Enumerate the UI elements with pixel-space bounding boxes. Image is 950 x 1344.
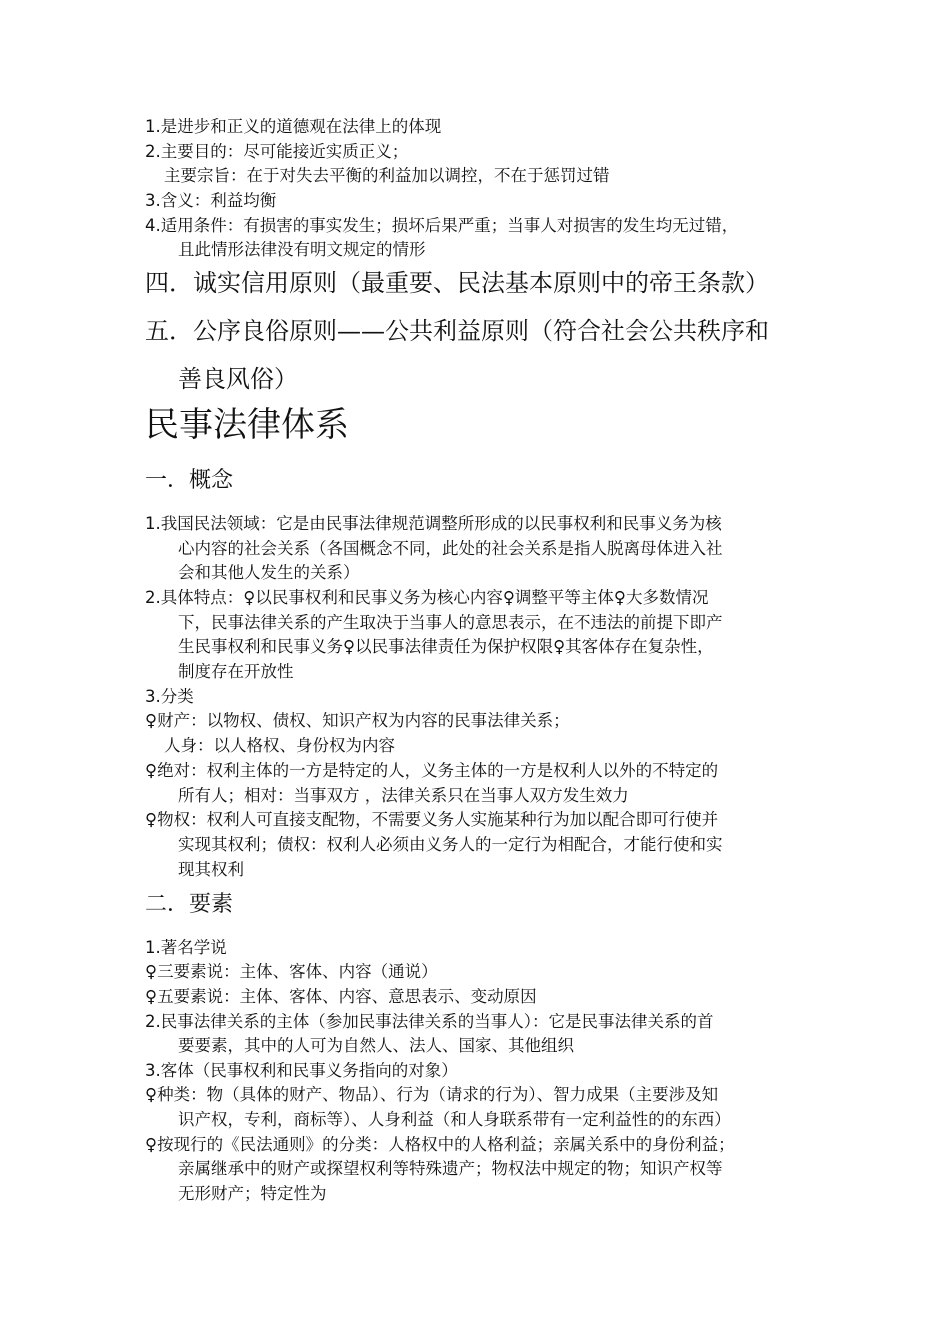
- text-line: 3.含义：利益均衡: [145, 191, 277, 210]
- text-line: ♀按现行的《民法通则》的分类：人格权中的人格利益；亲属关系中的身份利益；: [145, 1135, 735, 1154]
- text-line: 现其权利: [178, 860, 244, 879]
- text-line: 制度存在开放性: [178, 662, 294, 681]
- text-line: 3.客体（民事权利和民事义务指向的对象）: [145, 1061, 458, 1080]
- text-line: ♀财产：以物权、债权、知识产权为内容的民事法律关系；: [145, 711, 570, 730]
- text-line: 人身：以人格权、身份权为内容: [164, 736, 395, 755]
- text-line: 识产权，专利，商标等）、人身利益（和人身联系带有一定利益性的的东西）: [178, 1110, 731, 1129]
- text-line: 无形财产；特定性为: [178, 1184, 327, 1203]
- text-line: 3.分类: [145, 687, 194, 706]
- section-heading-continued: 善良风俗）: [178, 365, 298, 393]
- text-line: 2.民事法律关系的主体（参加民事法律关系的当事人）：它是民事法律关系的首: [145, 1012, 714, 1031]
- section-heading: 四．诚实信用原则（最重要、民法基本原则中的帝王条款）: [145, 269, 769, 297]
- text-line: 生民事权利和民事义务♀以民事法律责任为保护权限♀其客体存在复杂性，: [178, 637, 714, 656]
- subsection-heading: 一．概念: [145, 468, 234, 493]
- subsection-heading: 二．要素: [145, 892, 234, 917]
- text-line: 且此情形法律没有明文规定的情形: [178, 240, 426, 259]
- text-line: 下，民事法律关系的产生取决于当事人的意思表示，在不违法的前提下即产: [178, 613, 723, 632]
- text-line: 实现其权利；债权：权利人必须由义务人的一定行为相配合，才能行使和实: [178, 835, 723, 854]
- text-line: 心内容的社会关系（各国概念不同，此处的社会关系是指人脱离母体进入社: [178, 539, 723, 558]
- text-line: 要要素，其中的人可为自然人、法人、国家、其他组织: [178, 1036, 574, 1055]
- text-line: 会和其他人发生的关系）: [178, 563, 360, 582]
- section-heading: 五．公序良俗原则——公共利益原则（符合社会公共秩序和: [145, 317, 769, 345]
- text-line: 主要宗旨：在于对失去平衡的利益加以调控，不在于惩罚过错: [164, 166, 610, 185]
- text-line: 1.我国民法领域：它是由民事法律规范调整所形成的以民事权利和民事义务为核: [145, 514, 722, 533]
- text-line: 1.是进步和正义的道德观在法律上的体现: [145, 117, 442, 136]
- text-line: 所有人；相对：当事双方 ，法律关系只在当事人双方发生效力: [178, 786, 629, 805]
- text-line: 亲属继承中的财产或探望权利等特殊遗产；物权法中规定的物；知识产权等: [178, 1159, 723, 1178]
- text-line: ♀物权：权利人可直接支配物，不需要义务人实施某种行为加以配合即可行使并: [145, 810, 719, 829]
- text-line: 2.主要目的：尽可能接近实质正义；: [145, 142, 409, 161]
- page-title: 民事法律体系: [145, 405, 349, 445]
- text-line: ♀五要素说：主体、客体、内容、意思表示、变动原因: [145, 987, 537, 1006]
- text-line: ♀种类：物（具体的财产、物品）、行为（请求的行为）、智力成果（主要涉及知: [145, 1085, 719, 1104]
- text-line: 2.具体特点：♀以民事权利和民事义务为核心内容♀调整平等主体♀大多数情况: [145, 588, 709, 607]
- text-line: 4.适用条件：有损害的事实发生；损坏后果严重；当事人对损害的发生均无过错，: [145, 216, 739, 235]
- text-line: 1.著名学说: [145, 938, 227, 957]
- text-line: ♀三要素说：主体、客体、内容（通说）: [145, 962, 438, 981]
- text-line: ♀绝对：权利主体的一方是特定的人，义务主体的一方是权利人以外的不特定的: [145, 761, 719, 780]
